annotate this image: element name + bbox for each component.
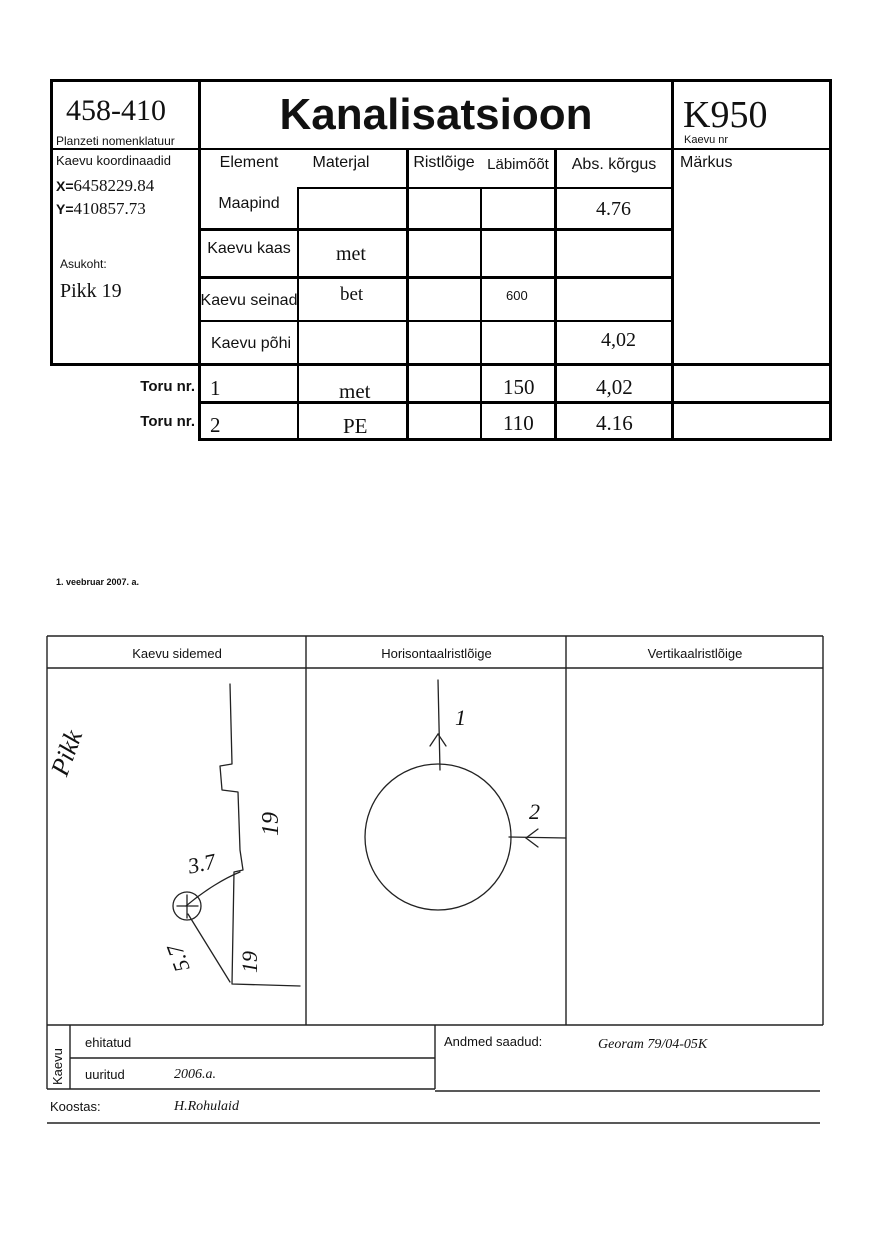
y-label: Y= [56,201,74,217]
location-label: Asukoht: [60,257,107,271]
kaevu-label: Kaevu [50,1048,65,1085]
col-header-abs-height: Abs. kõrgus [571,156,657,173]
col-header-material: Materjal [312,154,370,171]
x-value: 6458229.84 [73,176,155,195]
col-header-section: Ristlõige [413,154,475,171]
pipe-1-arrow [430,734,446,746]
pipe-2-label: 2 [529,799,540,824]
pipe-number: 2 [210,413,221,437]
col-header-notes: Märkus [680,154,733,171]
well-number-label: Kaevu nr [684,134,729,146]
col-header-diameter: Läbimõõt [487,156,549,173]
location-value: Pikk 19 [60,280,122,302]
pipe-abs-height: 4,02 [596,375,633,399]
street-label: Pikk [45,726,89,780]
coords-label: Kaevu koordinaadid [56,153,171,168]
pipe-1-line [438,680,440,770]
pipe-number: 1 [210,376,221,400]
distance-right: 19 [237,951,262,973]
author-label: Koostas: [50,1099,101,1114]
row-abs-height: 4,02 [601,329,636,351]
surveyed-value: 2006.a. [174,1067,216,1082]
sheet-number: 458-410 [66,94,166,127]
pipe-diameter: 110 [503,411,534,435]
pipe-diameter: 150 [503,375,535,399]
pipe-label: Toru nr. [140,378,195,395]
row-material: met [336,243,366,265]
built-label: ehitatud [85,1035,132,1050]
row-material: bet [340,284,364,305]
row-abs-height: 4.76 [596,198,631,220]
pipe-label: Toru nr. [140,413,195,430]
row-element: Maapind [218,195,280,212]
pipe-abs-height: 4.16 [596,411,633,435]
pipe-1-label: 1 [455,705,466,730]
y-value: 410857.73 [73,199,146,218]
row-element: Kaevu põhi [210,335,292,352]
row-element: Kaevu kaas [207,240,291,257]
well-number: K950 [683,94,768,136]
page-title: Kanalisatsioon [279,90,593,139]
row-diameter: 600 [506,288,528,303]
pipe-material: met [339,379,371,403]
x-label: X= [56,178,74,194]
row-element: Kaevu seinad [200,292,298,309]
distance-top: 3.7 [185,848,218,879]
panel-title-vertical: Vertikaalristlõige [647,646,743,661]
pipe-2-line [509,837,566,838]
panel-title-horizontal: Horisontaalristlõige [381,646,492,661]
surveyed-label: uuritud [85,1067,125,1082]
author-value: H.Rohulaid [174,1099,239,1114]
distance-left: 5.7 [161,940,195,976]
house-label: 19 [258,812,284,836]
sheet-number-label: Planzeti nomenklatuur [56,134,175,148]
col-header-element: Element [219,154,279,171]
pipe-material: PE [343,414,368,438]
source-label: Andmed saadud: [444,1034,543,1049]
source-value: Georam 79/04-05K [598,1037,708,1052]
document-date: 1. veebruar 2007. a. [56,577,140,587]
panel-title-ties: Kaevu sidemed [132,646,222,661]
well-circle [365,764,511,910]
